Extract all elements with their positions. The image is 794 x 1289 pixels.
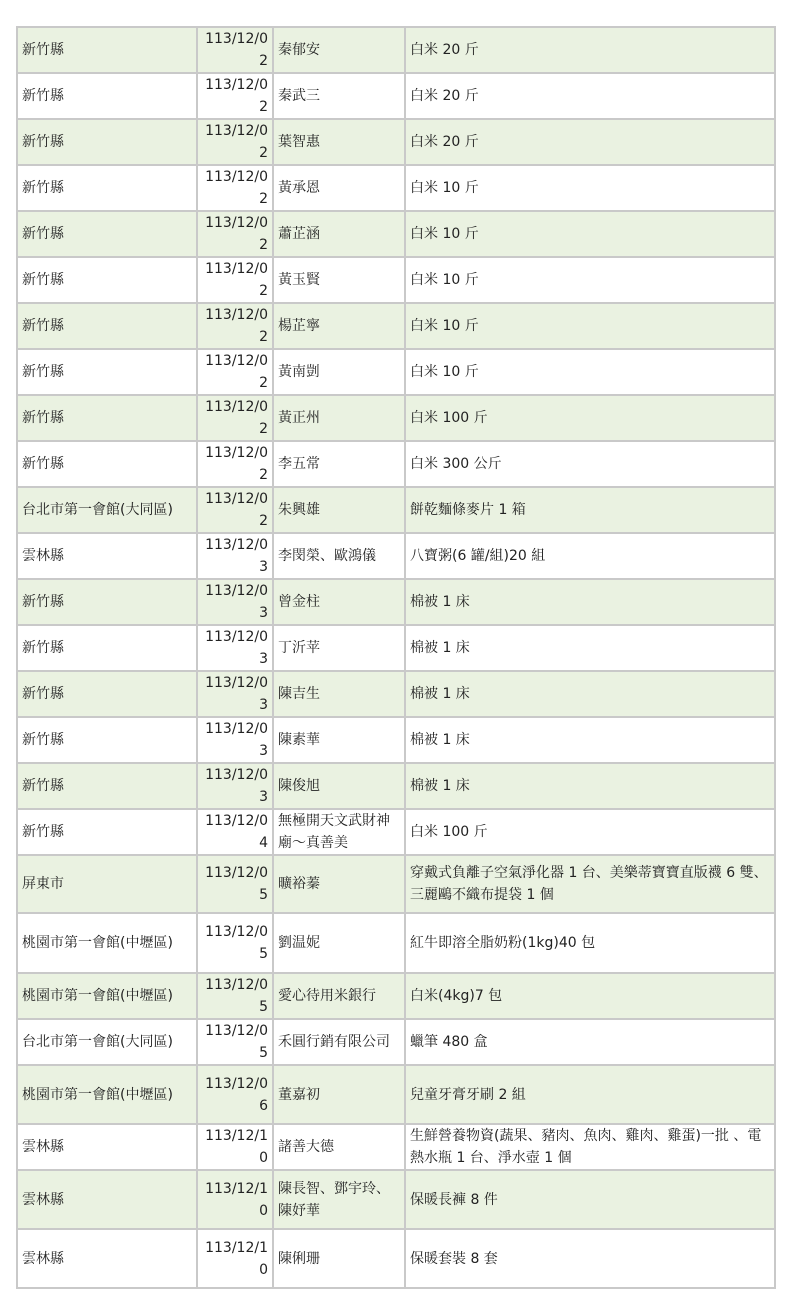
item-cell: 白米 10 斤 <box>405 303 775 349</box>
region-cell: 新竹縣 <box>17 73 197 119</box>
table-row <box>17 211 775 257</box>
donor-cell: 陳俐珊 <box>273 1229 405 1288</box>
region-cell: 新竹縣 <box>17 671 197 717</box>
region-cell: 新竹縣 <box>17 257 197 303</box>
table-row <box>17 671 775 717</box>
table-row <box>17 1065 775 1124</box>
region-cell: 新竹縣 <box>17 395 197 441</box>
table-row <box>17 303 775 349</box>
table-row <box>17 1229 775 1288</box>
donor-cell: 陳長智、鄧宇玲、陳妤華 <box>273 1170 405 1229</box>
table-row <box>17 395 775 441</box>
donor-cell: 黃正州 <box>273 395 405 441</box>
date-cell: 113/12/03 <box>197 717 273 763</box>
item-cell: 白米 20 斤 <box>405 27 775 73</box>
region-cell: 新竹縣 <box>17 441 197 487</box>
date-cell: 113/12/02 <box>197 211 273 257</box>
table-row <box>17 913 775 973</box>
donor-cell: 陳吉生 <box>273 671 405 717</box>
donor-cell: 黃玉賢 <box>273 257 405 303</box>
item-cell: 棉被 1 床 <box>405 579 775 625</box>
item-cell: 棉被 1 床 <box>405 717 775 763</box>
donor-cell: 葉智惠 <box>273 119 405 165</box>
region-cell: 新竹縣 <box>17 717 197 763</box>
region-cell: 雲林縣 <box>17 1124 197 1170</box>
table-row <box>17 165 775 211</box>
donor-cell: 陳俊旭 <box>273 763 405 809</box>
table-row <box>17 855 775 913</box>
region-cell: 新竹縣 <box>17 303 197 349</box>
table-row <box>17 1019 775 1065</box>
date-cell: 113/12/03 <box>197 763 273 809</box>
date-cell: 113/12/06 <box>197 1065 273 1124</box>
date-cell: 113/12/02 <box>197 441 273 487</box>
date-cell: 113/12/02 <box>197 487 273 533</box>
table-row <box>17 533 775 579</box>
donation-table <box>16 26 776 1289</box>
date-cell: 113/12/03 <box>197 671 273 717</box>
region-cell: 新竹縣 <box>17 625 197 671</box>
donor-cell: 李五常 <box>273 441 405 487</box>
date-cell: 113/12/03 <box>197 625 273 671</box>
region-cell: 新竹縣 <box>17 349 197 395</box>
donor-cell: 劉温妮 <box>273 913 405 973</box>
donor-cell: 曠裕蓁 <box>273 855 405 913</box>
donor-cell: 董嘉初 <box>273 1065 405 1124</box>
item-cell: 兒童牙膏牙刷 2 組 <box>405 1065 775 1124</box>
table-row <box>17 1170 775 1229</box>
region-cell: 桃園市第一會館(中壢區) <box>17 973 197 1019</box>
table-row <box>17 1124 775 1170</box>
item-cell: 棉被 1 床 <box>405 671 775 717</box>
donor-cell: 朱興雄 <box>273 487 405 533</box>
donor-cell: 李閔榮、歐鴻儀 <box>273 533 405 579</box>
donor-cell: 黃南剴 <box>273 349 405 395</box>
region-cell: 台北市第一會館(大同區) <box>17 1019 197 1065</box>
region-cell: 雲林縣 <box>17 1170 197 1229</box>
item-cell: 蠟筆 480 盒 <box>405 1019 775 1065</box>
donor-cell: 黃承恩 <box>273 165 405 211</box>
donor-cell: 諸善大德 <box>273 1124 405 1170</box>
region-cell: 新竹縣 <box>17 763 197 809</box>
date-cell: 113/12/10 <box>197 1229 273 1288</box>
date-cell: 113/12/02 <box>197 73 273 119</box>
date-cell: 113/12/03 <box>197 533 273 579</box>
date-cell: 113/12/02 <box>197 27 273 73</box>
table-row <box>17 973 775 1019</box>
donor-cell: 丁沂苹 <box>273 625 405 671</box>
item-cell: 白米 10 斤 <box>405 349 775 395</box>
item-cell: 棉被 1 床 <box>405 625 775 671</box>
region-cell: 桃園市第一會館(中壢區) <box>17 913 197 973</box>
region-cell: 桃園市第一會館(中壢區) <box>17 1065 197 1124</box>
item-cell: 白米 20 斤 <box>405 119 775 165</box>
region-cell: 屏東市 <box>17 855 197 913</box>
table-row <box>17 441 775 487</box>
region-cell: 新竹縣 <box>17 165 197 211</box>
item-cell: 白米 100 斤 <box>405 809 775 855</box>
donor-cell: 楊芷寧 <box>273 303 405 349</box>
item-cell: 八寶粥(6 罐/組)20 組 <box>405 533 775 579</box>
date-cell: 113/12/02 <box>197 349 273 395</box>
table-row <box>17 763 775 809</box>
region-cell: 雲林縣 <box>17 533 197 579</box>
item-cell: 白米 300 公斤 <box>405 441 775 487</box>
item-cell: 白米 100 斤 <box>405 395 775 441</box>
item-cell: 餅乾麵條麥片 1 箱 <box>405 487 775 533</box>
donor-cell: 秦武三 <box>273 73 405 119</box>
table-row <box>17 349 775 395</box>
date-cell: 113/12/03 <box>197 579 273 625</box>
date-cell: 113/12/10 <box>197 1170 273 1229</box>
donor-cell: 禾圓行銷有限公司 <box>273 1019 405 1065</box>
donor-cell: 蕭芷涵 <box>273 211 405 257</box>
table-row <box>17 487 775 533</box>
item-cell: 保暖長褲 8 件 <box>405 1170 775 1229</box>
region-cell: 新竹縣 <box>17 579 197 625</box>
donor-cell: 陳素華 <box>273 717 405 763</box>
date-cell: 113/12/02 <box>197 395 273 441</box>
table-row <box>17 579 775 625</box>
donor-cell: 愛心待用米銀行 <box>273 973 405 1019</box>
table-row <box>17 257 775 303</box>
item-cell: 白米(4kg)7 包 <box>405 973 775 1019</box>
item-cell: 穿戴式負離子空氣淨化器 1 台、美樂蒂寶寶直版襪 6 雙、三麗鷗不織布提袋 1 個 <box>405 855 775 913</box>
region-cell: 雲林縣 <box>17 1229 197 1288</box>
item-cell: 白米 10 斤 <box>405 257 775 303</box>
table-row <box>17 73 775 119</box>
region-cell: 台北市第一會館(大同區) <box>17 487 197 533</box>
donation-table-body <box>17 27 775 1288</box>
donor-cell: 曾金柱 <box>273 579 405 625</box>
item-cell: 保暖套裝 8 套 <box>405 1229 775 1288</box>
item-cell: 白米 20 斤 <box>405 73 775 119</box>
item-cell: 生鮮營養物資(蔬果、豬肉、魚肉、雞肉、雞蛋)一批 、電熱水瓶 1 台、淨水壺 1 個 <box>405 1124 775 1170</box>
date-cell: 113/12/02 <box>197 303 273 349</box>
date-cell: 113/12/05 <box>197 913 273 973</box>
date-cell: 113/12/04 <box>197 809 273 855</box>
table-row <box>17 809 775 855</box>
date-cell: 113/12/05 <box>197 855 273 913</box>
date-cell: 113/12/05 <box>197 1019 273 1065</box>
table-row <box>17 119 775 165</box>
donor-cell: 秦郁安 <box>273 27 405 73</box>
table-row <box>17 717 775 763</box>
date-cell: 113/12/02 <box>197 257 273 303</box>
table-row <box>17 625 775 671</box>
date-cell: 113/12/05 <box>197 973 273 1019</box>
region-cell: 新竹縣 <box>17 27 197 73</box>
date-cell: 113/12/02 <box>197 165 273 211</box>
item-cell: 白米 10 斤 <box>405 165 775 211</box>
date-cell: 113/12/10 <box>197 1124 273 1170</box>
date-cell: 113/12/02 <box>197 119 273 165</box>
donor-cell: 無極開天文武財神廟～真善美 <box>273 809 405 855</box>
region-cell: 新竹縣 <box>17 119 197 165</box>
table-row <box>17 27 775 73</box>
item-cell: 紅牛即溶全脂奶粉(1kg)40 包 <box>405 913 775 973</box>
item-cell: 棉被 1 床 <box>405 763 775 809</box>
region-cell: 新竹縣 <box>17 211 197 257</box>
item-cell: 白米 10 斤 <box>405 211 775 257</box>
region-cell: 新竹縣 <box>17 809 197 855</box>
